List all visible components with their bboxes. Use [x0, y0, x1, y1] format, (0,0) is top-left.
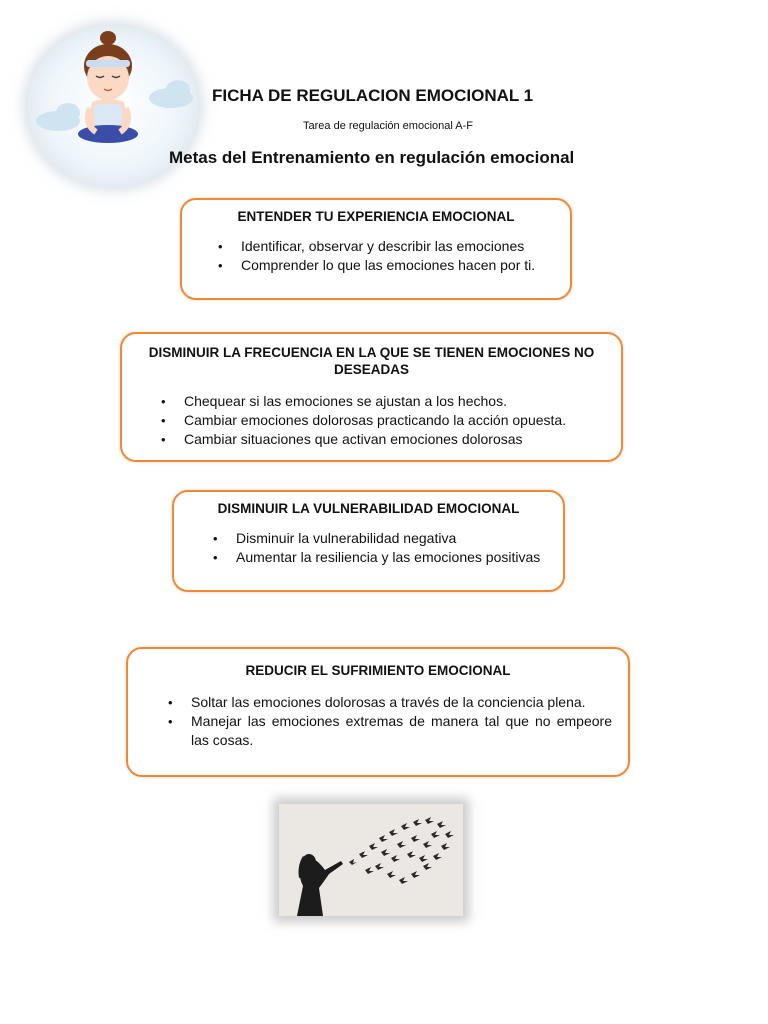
- section-list: [128, 693, 628, 750]
- woman-releasing-birds-image: [279, 804, 463, 916]
- section-card-reduce-vulnerability: [172, 490, 565, 592]
- section-list: [174, 529, 563, 567]
- birds-silhouette-icon: [279, 804, 463, 916]
- section-heading: DISMINUIR LA FRECUENCIA EN LA QUE SE TIENEN EMOCIONES NO DESEADAS: [148, 345, 595, 377]
- section-list: [182, 237, 570, 275]
- list-item: • Aumentar la resiliencia y las emociones positivas: [209, 548, 563, 567]
- section-card-understand-experience: [180, 198, 572, 300]
- list-item: • Cambiar emociones dolorosas practicando la acción opuesta.: [157, 411, 621, 430]
- section-heading: DISMINUIR LA VULNERABILIDAD EMOCIONAL: [217, 501, 520, 516]
- section-card-reduce-suffering: [126, 647, 630, 777]
- list-item: • Comprender lo que las emociones hacen por ti.: [214, 256, 570, 275]
- subtitle-text: Tarea de regulación emocional A-F: [303, 120, 473, 132]
- document-title: FICHA DE REGULACION EMOCIONAL 1: [212, 86, 534, 105]
- section-card-reduce-frequency: [120, 332, 623, 462]
- section-list: [122, 392, 621, 449]
- list-item: • Identificar, observar y describir las emociones: [214, 237, 570, 256]
- list-item: • Chequear si las emociones se ajustan a los hechos.: [157, 392, 621, 411]
- list-item: • Manejar las emociones extremas de manera tal que no empeore las cosas.: [164, 712, 612, 750]
- list-item: • Cambiar situaciones que activan emociones dolorosas: [157, 430, 621, 449]
- document-subtitle: [0, 120, 768, 132]
- section-heading: REDUCIR EL SUFRIMIENTO EMOCIONAL: [245, 663, 511, 678]
- list-item: • Disminuir la vulnerabilidad negativa: [209, 529, 563, 548]
- section-heading: ENTENDER TU EXPERIENCIA EMOCIONAL: [237, 209, 515, 224]
- list-item: • Soltar las emociones dolorosas a través de la conciencia plena.: [164, 693, 612, 712]
- goals-heading: Metas del Entrenamiento en regulación emocional: [169, 148, 575, 167]
